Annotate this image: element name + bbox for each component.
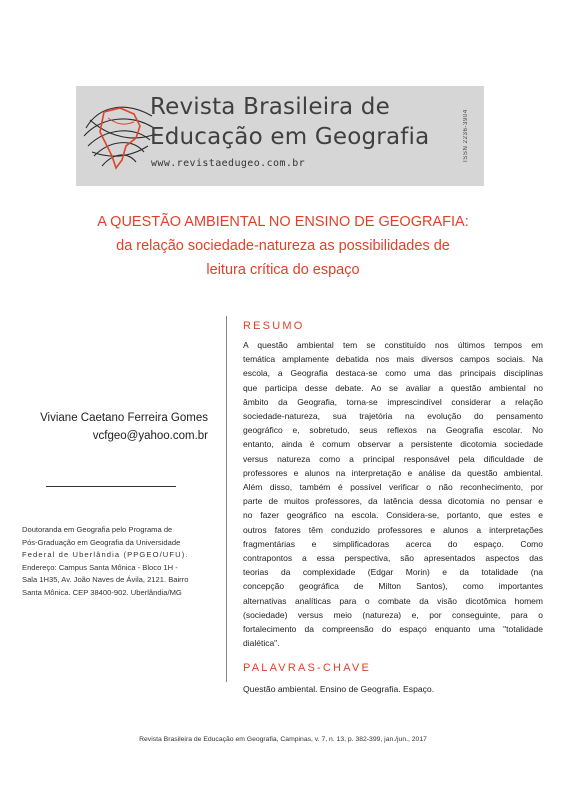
article-title-line-3: leitura crítica do espaço bbox=[206, 262, 360, 278]
affiliation-line: Pós-Graduação em Geografia da Universidade bbox=[22, 537, 181, 547]
affiliation-line: Santa Mônica. CEP 38400-902. Uberlândia/MG bbox=[22, 587, 182, 597]
affiliation-line: Sala 1H35, Av. João Naves de Ávila, 2121. Bairro bbox=[22, 575, 189, 584]
abstract-line: contrapontos a essa perspectiva, são apresentados aspectos das bbox=[243, 553, 543, 564]
abstract-line: entanto, ainda é comum observar a persistente dicotomia sociedade bbox=[243, 439, 543, 450]
journal-url-link[interactable]: www.revistaedugeo.com.br bbox=[151, 158, 306, 169]
abstract-line: temática amplamente debatida nos mais diversos campos sociais. Na bbox=[243, 354, 543, 365]
author-divider bbox=[46, 486, 176, 487]
column-divider bbox=[226, 316, 227, 682]
keywords-text: Questão ambiental. Ensino de Geografia. Espaço. bbox=[243, 684, 435, 694]
abstract-line: outros fatores têm conduzido professores e alunos a interpretações bbox=[243, 524, 543, 535]
journal-title-line-2: Educação em Geografia bbox=[150, 124, 430, 150]
abstract-line: versus natureza como a principal responsável pela dificuldade de bbox=[243, 453, 543, 464]
abstract-line: concepção geográfica de Milton Santos), como importantes bbox=[243, 581, 543, 592]
article-title-line-1: A QUESTÃO AMBIENTAL NO ENSINO DE GEOGRAFIA: bbox=[97, 214, 469, 230]
issn-label: ISSN 2236-3904 bbox=[463, 109, 469, 163]
abstract-line: dialética". bbox=[243, 638, 280, 649]
author-affiliation bbox=[22, 524, 210, 599]
author-email-link[interactable]: vcfgeo@yahoo.com.br bbox=[92, 430, 208, 442]
author-name: Viviane Caetano Ferreira Gomes bbox=[40, 412, 208, 424]
abstract-line: fortalecimento da compreensão do espaço enquanto uma "totalidade bbox=[243, 624, 543, 635]
abstract-body bbox=[243, 338, 543, 650]
abstract-line: (sociedade) versus meio (natureza) e, por conseguinte, para o bbox=[243, 609, 543, 620]
abstract-line: teorias da complexidade (Edgar Morin) e da totalidade (na bbox=[243, 567, 543, 578]
affiliation-line: Doutoranda em Geografia pelo Programa de bbox=[22, 525, 173, 534]
abstract-line: no fazer geográfico na escola. Considera-se, portanto, que estes e bbox=[243, 510, 543, 521]
journal-title bbox=[150, 92, 460, 152]
affiliation-line: Federal de Uberlândia (PPGEO/UFU). bbox=[22, 550, 189, 559]
journal-logo-icon bbox=[80, 94, 158, 178]
keywords-heading: PALAVRAS-CHAVE bbox=[243, 662, 371, 674]
abstract-line: sociedade-natureza, sua trajetória na evolução do pensamento bbox=[243, 411, 543, 422]
abstract-line: A questão ambiental tem se constituído nos últimos tempos em bbox=[243, 340, 543, 350]
affiliation-line: Endereço: Campus Santa Mônica - Bloco 1H - bbox=[22, 562, 178, 572]
abstract-line: geográfico e, sobretudo, seus reflexos na Geografia escolar. No bbox=[243, 425, 543, 436]
abstract-line: professores e alunos na interpretação e análise da questão ambiental. bbox=[243, 467, 543, 478]
article-title bbox=[40, 210, 526, 282]
abstract-line: alternativas analíticas para o combate da visão dicotômica homem bbox=[243, 595, 543, 606]
citation-footer: Revista Brasileira de Educação em Geografia, Campinas, v. 7, n. 13, p. 382-399, jan./jun., 2017 bbox=[139, 736, 427, 743]
article-title-line-2: da relação sociedade-natureza as possibilidades de bbox=[116, 238, 450, 254]
journal-title-line-1: Revista Brasileira de bbox=[150, 94, 390, 120]
abstract-heading: RESUMO bbox=[243, 320, 305, 332]
abstract-line: fragmentárias e simplificadoras acerca do espaço. Como bbox=[243, 538, 543, 549]
abstract-line: âmbito da Geografia, torna-se imprescindível considerar a relação bbox=[243, 396, 543, 407]
author-block bbox=[22, 412, 208, 442]
abstract-line: parte de muitos professores, da latência dessa dicotomia no pensar e bbox=[243, 496, 543, 507]
abstract-line: Além disso, também é possível verificar o não reconhecimento, por bbox=[243, 482, 543, 493]
abstract-line: escola, a Geografia destaca-se como uma das principais disciplinas bbox=[243, 368, 543, 379]
abstract-line: que participa desse debate. Ao se avaliar a questão ambiental no bbox=[243, 382, 543, 393]
